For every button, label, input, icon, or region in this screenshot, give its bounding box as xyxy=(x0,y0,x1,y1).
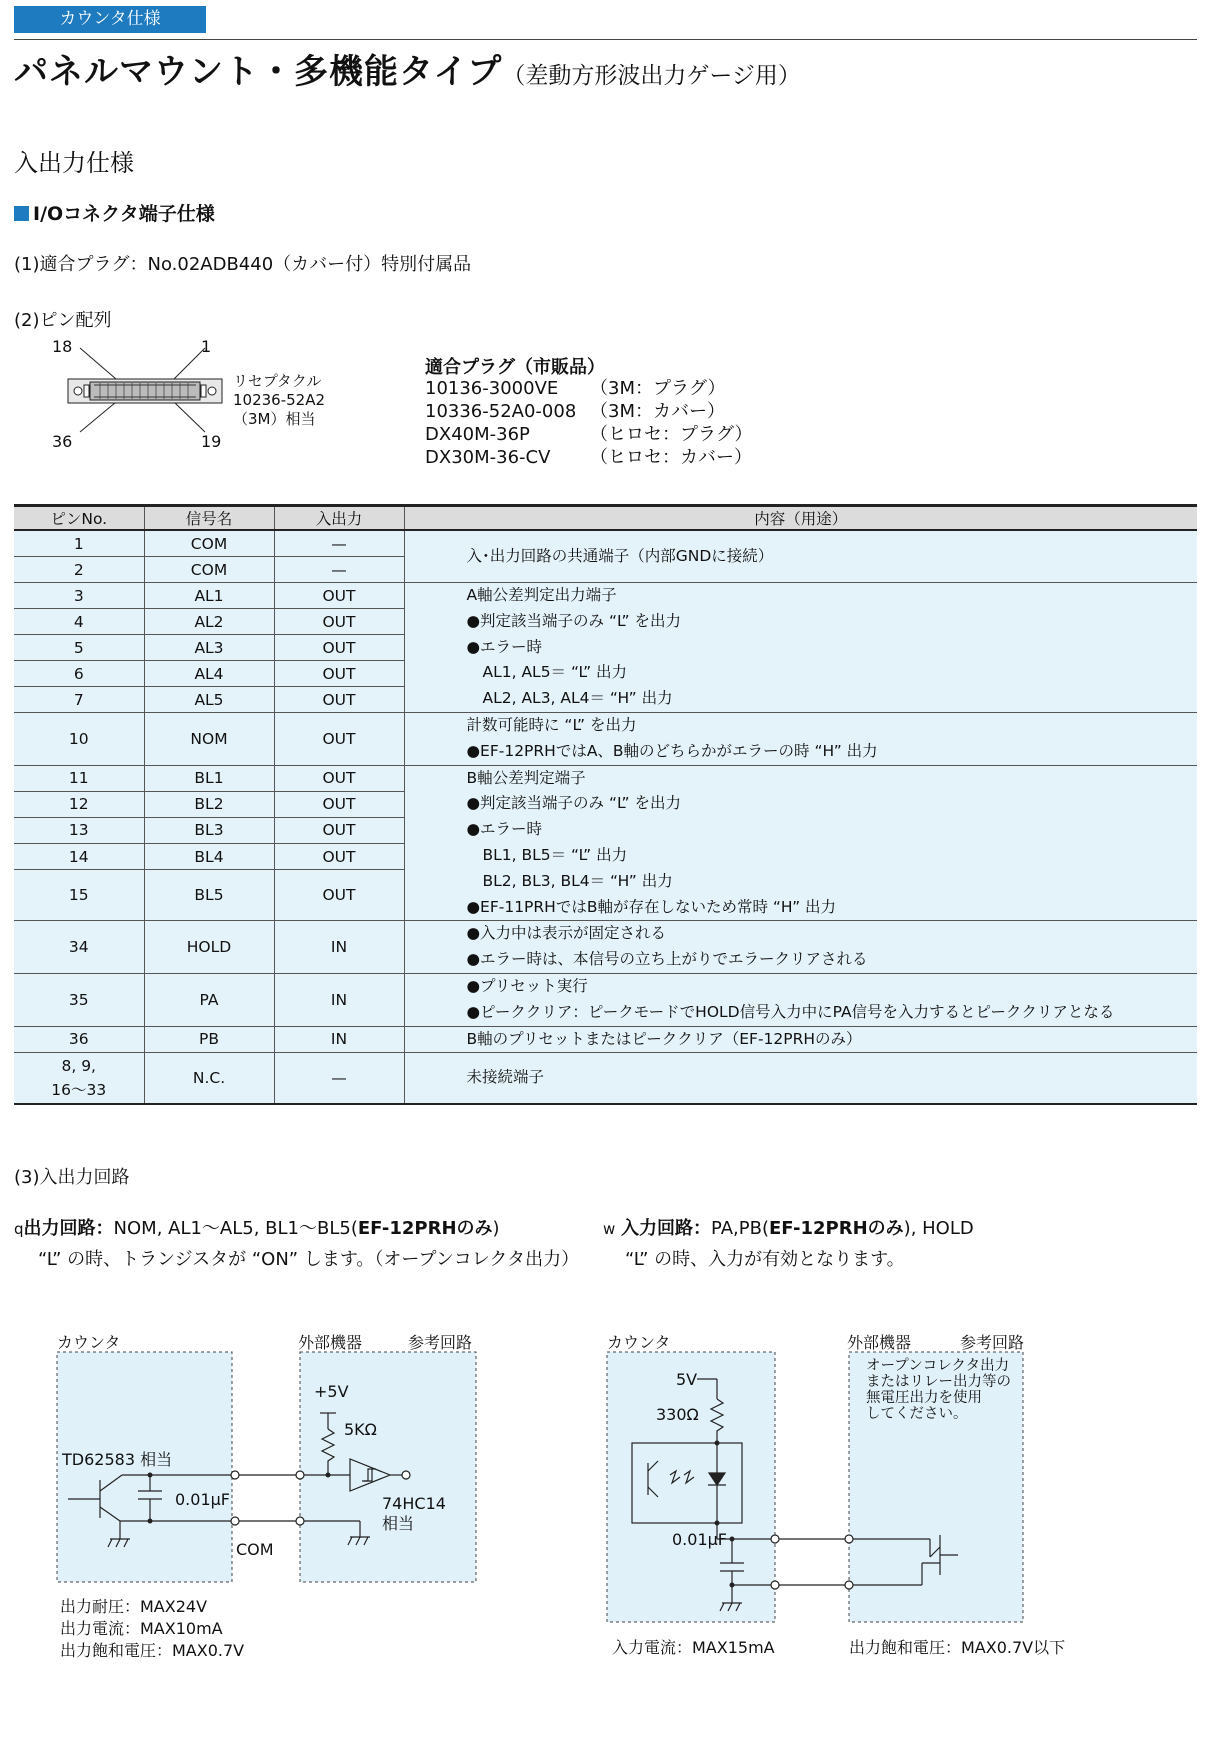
signal-cell: BL3 xyxy=(144,817,274,843)
output-circuit-note: “L” の時、トランジスタが “ON” します。（オープンコレクタ出力） xyxy=(38,1249,580,1270)
title-sub: （差動方形波出力ゲージ用） xyxy=(502,63,801,89)
description-line: ●入力中は表示が固定される xyxy=(466,924,667,943)
signal-cell: BL5 xyxy=(144,870,274,921)
input-vcc-label: 5V xyxy=(676,1370,698,1389)
signal-cell: PA xyxy=(144,973,274,1026)
table-row xyxy=(14,973,1197,1026)
input-ref-note xyxy=(866,1358,1011,1422)
signal-cell: COM xyxy=(144,530,274,557)
pin-cell: 1 xyxy=(14,530,144,557)
receptacle-line: （3M）相当 xyxy=(233,410,316,428)
io-circuit-heading: (3)入出力回路 xyxy=(14,1167,130,1188)
marker: q xyxy=(14,1220,24,1238)
commercial-plug-row xyxy=(425,446,753,469)
description-cell: 入･出力回路の共通端子（内部GNDに接続） xyxy=(404,530,1197,583)
category-badge: カウンタ仕様 xyxy=(14,6,206,33)
output-counter-label: カウンタ xyxy=(57,1333,121,1352)
io-cell: OUT xyxy=(274,765,404,791)
description-line: ●プリセット実行 xyxy=(466,976,588,995)
ic-label-line: 相当 xyxy=(382,1514,415,1533)
input-circuit-title xyxy=(603,1214,974,1240)
commercial-plug-row xyxy=(425,377,753,400)
signals-bold: EF-12PRHのみ xyxy=(768,1218,904,1239)
pin-cell: 15 xyxy=(14,870,144,921)
pin-cell: 34 xyxy=(14,921,144,974)
io-cell: — xyxy=(274,530,404,557)
io-cell: OUT xyxy=(274,583,404,609)
signal-cell: COM xyxy=(144,557,274,583)
subsection-title-text: I/Oコネクタ端子仕様 xyxy=(33,203,215,225)
table-row xyxy=(14,1026,1197,1053)
plug-part: 10336-52A0-008 xyxy=(425,401,577,422)
pin-cell: 6 xyxy=(14,661,144,687)
output-ref-label: 参考回路 xyxy=(408,1333,473,1352)
plug-line xyxy=(14,250,471,276)
spec-line: 出力電流：MAX10mA xyxy=(60,1619,223,1638)
signals: ) xyxy=(492,1218,500,1239)
description-line: ●エラー時 xyxy=(466,820,543,839)
description-line: ●エラー時 xyxy=(466,637,543,656)
io-cell: OUT xyxy=(274,870,404,921)
input-external-label: 外部機器 xyxy=(847,1333,912,1352)
io-cell: IN xyxy=(274,1026,404,1053)
square-bullet-icon xyxy=(14,206,29,221)
column-header: 入出力 xyxy=(274,506,404,531)
plug-part: 10136-3000VE xyxy=(425,378,559,399)
signal-cell: N.C. xyxy=(144,1053,274,1104)
pin-cell: 3 xyxy=(14,583,144,609)
pin-table xyxy=(14,504,1197,1105)
output-vcc-label: +5V xyxy=(314,1382,349,1401)
io-cell: OUT xyxy=(274,713,404,766)
pin-cell xyxy=(14,1053,144,1104)
pin-cell: 11 xyxy=(14,765,144,791)
commercial-plug-row xyxy=(425,400,753,423)
pin-cell: 36 xyxy=(14,1026,144,1053)
subsection-title xyxy=(14,199,215,226)
signal-cell: BL4 xyxy=(144,843,274,869)
signals-bold: EF-12PRHのみ xyxy=(357,1218,493,1239)
output-capacitor-label: 0.01μF xyxy=(175,1490,231,1509)
description-line: A軸公差判定出力端子 xyxy=(466,586,617,604)
signals: ), HOLD xyxy=(903,1218,974,1239)
pin-cell: 12 xyxy=(14,791,144,817)
description-cell xyxy=(404,713,1197,766)
io-cell: OUT xyxy=(274,687,404,713)
ic-label-line: 74HC14 xyxy=(382,1494,446,1513)
marker: w xyxy=(603,1220,616,1238)
pin-cell: 10 xyxy=(14,713,144,766)
pin-1-label: 1 xyxy=(201,337,212,356)
output-label: 出力回路： xyxy=(23,1218,114,1239)
description-line: ●判定該当端子のみ “L” を出力 xyxy=(466,794,682,813)
description-line: ●EF-11PRHではB軸が存在しないため常時 “H” 出力 xyxy=(466,897,837,916)
input-resistor-label: 330Ω xyxy=(656,1405,699,1424)
input-circuit-note: “L” の時、入力が有効となります。 xyxy=(625,1249,905,1270)
description-line: BL1, BL5＝ “L” 出力 xyxy=(482,845,628,864)
description-cell xyxy=(404,921,1197,974)
pin-cell-line: 16～33 xyxy=(51,1081,107,1100)
signals: PA,PB( xyxy=(711,1218,769,1239)
description-line: 計数可能時に “L” を出力 xyxy=(466,716,637,734)
table-row xyxy=(14,530,1197,557)
description-line: ●ピーククリア：ピークモードでHOLD信号入力中にPA信号を入力するとピーククリアとなる xyxy=(466,1002,1115,1021)
plug-part: DX40M-36P xyxy=(425,424,530,445)
description-line: B軸公差判定端子 xyxy=(466,768,586,787)
plug-maker: （3M：カバー） xyxy=(590,401,725,422)
description-line: ●エラー時は、本信号の立ち上がりでエラークリアされる xyxy=(466,950,868,969)
io-cell: — xyxy=(274,1053,404,1104)
io-cell: OUT xyxy=(274,635,404,661)
ic-label xyxy=(382,1494,446,1534)
output-external-label: 外部機器 xyxy=(298,1333,363,1352)
input-ref-label: 参考回路 xyxy=(960,1333,1025,1352)
description-cell: B軸のプリセットまたはピーククリア（EF-12PRHのみ） xyxy=(404,1026,1197,1053)
io-cell: OUT xyxy=(274,843,404,869)
spec-line: 出力飽和電圧：MAX0.7V xyxy=(60,1641,245,1660)
receptacle-label xyxy=(233,372,325,429)
description-cell xyxy=(404,765,1197,921)
commercial-plug-row xyxy=(425,423,753,446)
column-header: 信号名 xyxy=(144,506,274,531)
ref-note-line: またはリレー出力等の xyxy=(866,1374,1011,1390)
commercial-plugs-list xyxy=(425,377,753,469)
page-title xyxy=(14,44,801,93)
description-line: AL1, AL5＝ “L” 出力 xyxy=(482,663,628,682)
plug-maker: （ヒロセ：プラグ） xyxy=(590,424,753,445)
plug-part: DX30M-36-CV xyxy=(425,447,551,468)
ref-note-line: 無電圧出力を使用 xyxy=(866,1390,982,1406)
io-cell: OUT xyxy=(274,661,404,687)
receptacle-line: リセプタクル xyxy=(233,372,322,390)
receptacle-line: 10236-52A2 xyxy=(233,391,326,409)
pin-cell: 7 xyxy=(14,687,144,713)
input-spec-left: 入力電流：MAX15mA xyxy=(612,1638,775,1657)
table-row xyxy=(14,713,1197,766)
table-header-row xyxy=(14,506,1197,531)
header-rule xyxy=(14,39,1197,40)
plug-maker: （3M：プラグ） xyxy=(590,378,726,399)
signal-cell: AL5 xyxy=(144,687,274,713)
description-line: ●EF-12PRHではA、B軸のどちらかがエラーの時 “H” 出力 xyxy=(466,741,878,760)
pin-cell: 4 xyxy=(14,609,144,635)
pin-19-label: 19 xyxy=(201,432,222,451)
pin-layout-heading: (2)ピン配列 xyxy=(14,310,112,331)
section-title: 入出力仕様 xyxy=(14,149,134,177)
title-main: パネルマウント・多機能タイプ xyxy=(14,52,503,92)
ref-note-line: してください。 xyxy=(866,1406,968,1422)
description-cell: 未接続端子 xyxy=(404,1053,1197,1104)
plug-line-text: (1)適合プラグ：No.02ADB440（カバー付）特別付属品 xyxy=(14,254,472,275)
commercial-plugs-title: 適合プラグ（市販品） xyxy=(425,357,605,378)
pin-cell-line: 8, 9, xyxy=(61,1057,96,1076)
signal-cell: NOM xyxy=(144,713,274,766)
transistor-label: TD62583 相当 xyxy=(62,1450,173,1469)
signal-cell: AL2 xyxy=(144,609,274,635)
output-specs xyxy=(60,1596,244,1662)
plug-maker: （ヒロセ：カバー） xyxy=(590,447,752,468)
io-cell: OUT xyxy=(274,609,404,635)
column-header: 内容（用途） xyxy=(404,506,1197,531)
input-label: 入力回路： xyxy=(621,1218,712,1239)
io-cell: IN xyxy=(274,973,404,1026)
input-counter-label: カウンタ xyxy=(607,1333,671,1352)
pin-36-label: 36 xyxy=(52,432,73,451)
com-label: COM xyxy=(236,1540,274,1559)
description-cell xyxy=(404,973,1197,1026)
signal-cell: PB xyxy=(144,1026,274,1053)
output-circuit-title xyxy=(14,1214,500,1240)
signal-cell: BL1 xyxy=(144,765,274,791)
signal-cell: BL2 xyxy=(144,791,274,817)
pin-cell: 13 xyxy=(14,817,144,843)
description-line: ●判定該当端子のみ “L” を出力 xyxy=(466,611,682,630)
spec-line: 出力耐圧：MAX24V xyxy=(60,1597,208,1616)
io-cell: IN xyxy=(274,921,404,974)
pin-18-label: 18 xyxy=(52,337,73,356)
column-header: ピンNo. xyxy=(14,506,144,531)
signal-cell: AL3 xyxy=(144,635,274,661)
signal-cell: AL1 xyxy=(144,583,274,609)
description-line: BL2, BL3, BL4＝ “H” 出力 xyxy=(482,871,673,890)
table-row xyxy=(14,1053,1197,1104)
pin-cell: 14 xyxy=(14,843,144,869)
description-line: AL2, AL3, AL4＝ “H” 出力 xyxy=(482,689,673,708)
table-row xyxy=(14,583,1197,609)
description-cell xyxy=(404,583,1197,713)
pin-cell: 2 xyxy=(14,557,144,583)
pin-cell: 5 xyxy=(14,635,144,661)
table-row xyxy=(14,765,1197,791)
signal-cell: HOLD xyxy=(144,921,274,974)
output-resistor-label: 5KΩ xyxy=(344,1420,377,1439)
signals: NOM, AL1～AL5, BL1～BL5( xyxy=(113,1218,358,1239)
input-spec-right: 出力飽和電圧：MAX0.7V以下 xyxy=(849,1638,1066,1657)
table-row xyxy=(14,921,1197,974)
io-cell: OUT xyxy=(274,791,404,817)
io-cell: — xyxy=(274,557,404,583)
input-capacitor-label: 0.01μF xyxy=(672,1530,728,1549)
io-cell: OUT xyxy=(274,817,404,843)
ref-note-line: オープンコレクタ出力 xyxy=(866,1358,1010,1374)
pin-cell: 35 xyxy=(14,973,144,1026)
signal-cell: AL4 xyxy=(144,661,274,687)
